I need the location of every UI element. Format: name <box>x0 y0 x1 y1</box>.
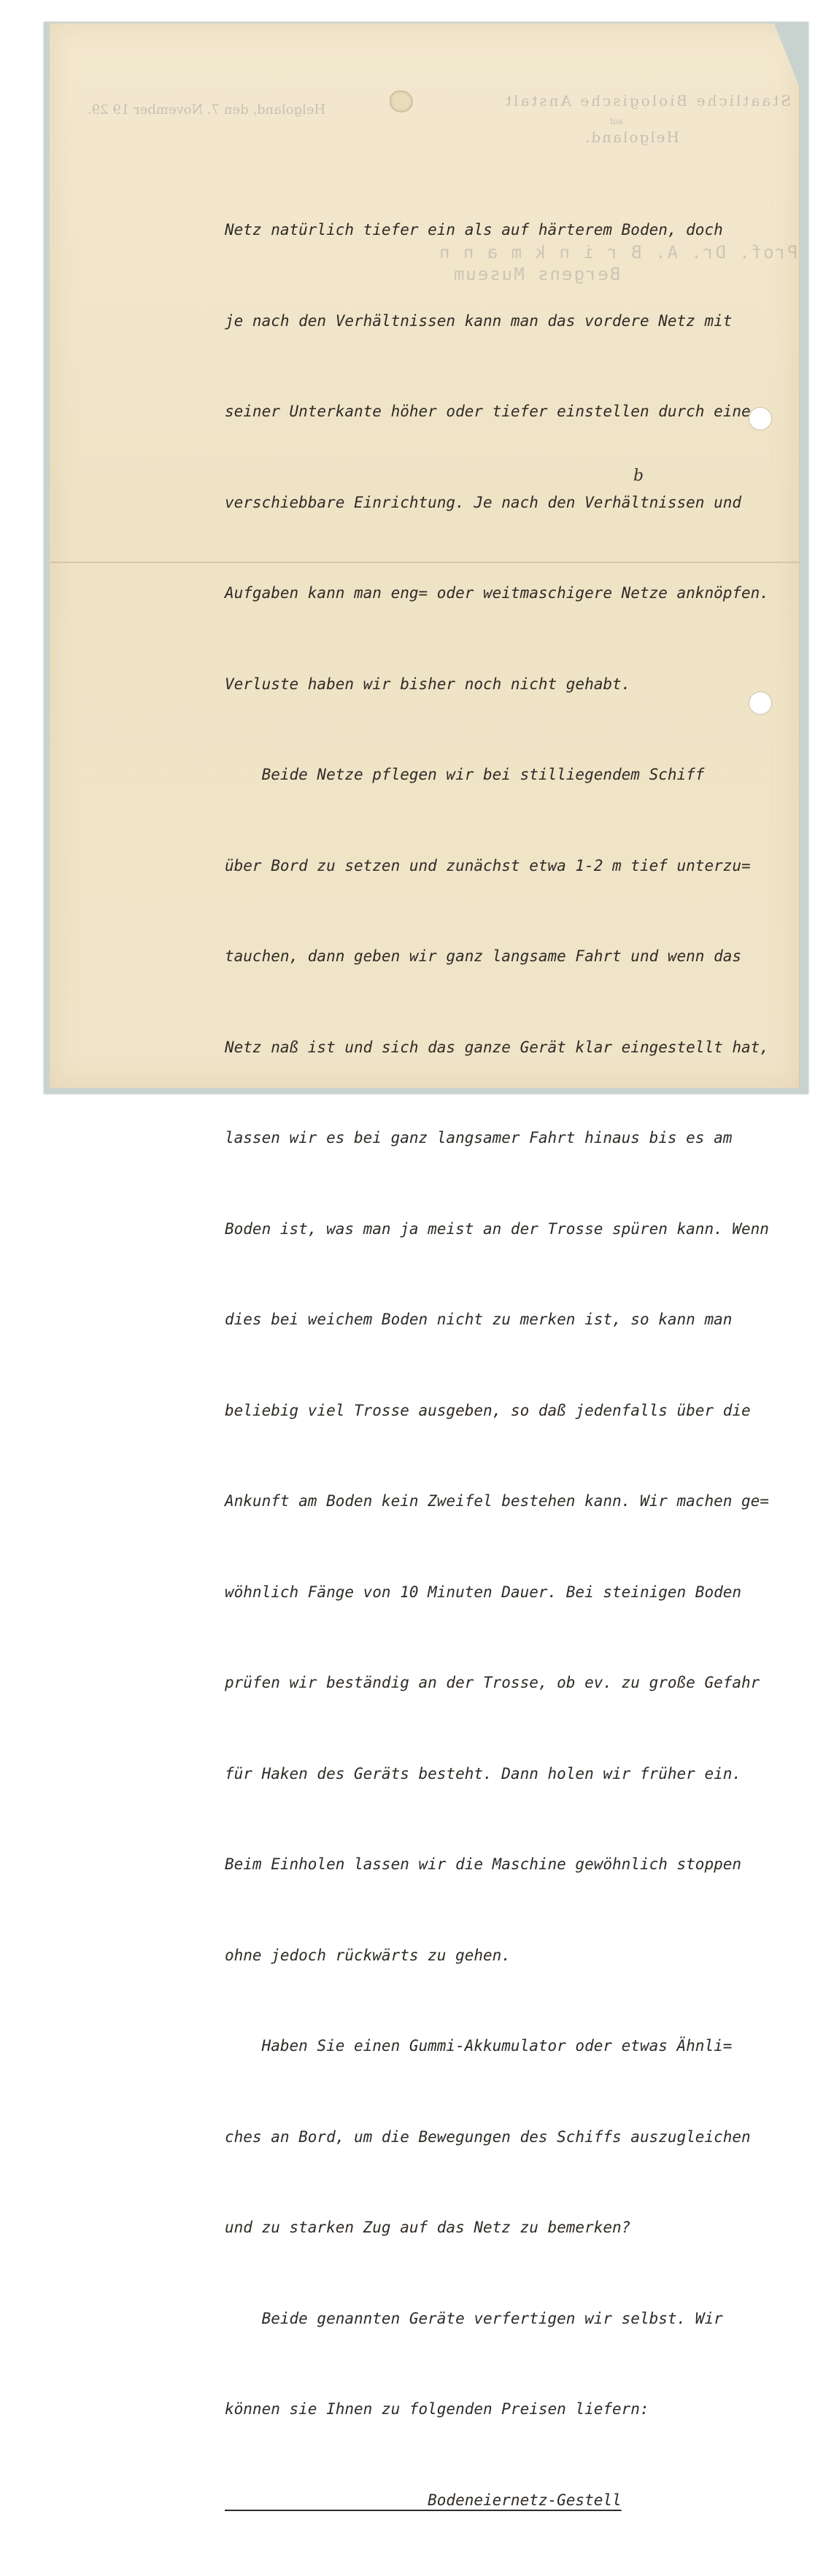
letter-line: prüfen wir beständig an der Trosse, ob ev. zu große Gefahr <box>225 1674 760 1691</box>
letter-line: ohne jedoch rückwärts zu gehen. <box>225 1946 511 1964</box>
letter-line: Aufgaben kann man eng= oder weitmaschigere Netze anknöpfen. <box>225 584 769 602</box>
letter-line: Verluste haben wir bisher noch nicht gehabt. <box>225 675 631 693</box>
bleed-date-line: Helgoland, den 7. November 19 29. <box>88 102 326 117</box>
letter-line: tauchen, dann geben wir ganz langsame Fahrt und wenn das <box>225 947 742 965</box>
letter-line: Netz naß ist und sich das ganze Gerät klar eingestellt hat, <box>225 1038 769 1056</box>
letter-line: beliebig viel Trosse ausgeben, so daß jedenfalls über die <box>225 1401 751 1419</box>
price-heading: Bodeneiernetz-Gestell <box>225 2491 622 2509</box>
letter-line: Beide Netze pflegen wir bei stilliegendem Schiff <box>225 766 705 783</box>
bleed-museum: Bergens Museum <box>452 264 621 284</box>
letter-line: ches an Bord, um die Bewegungen des Schiffs auszugleichen <box>225 2127 751 2146</box>
letter-line: über Bord zu setzen und zunächst etwa 1-2 m tief unterzu= <box>225 856 751 874</box>
letter-line: Haben Sie einen Gummi-Akkumulator oder etwas Ähnli= <box>225 2037 733 2055</box>
letter-line: können sie Ihnen zu folgenden Preisen liefern: <box>225 2400 649 2418</box>
bleed-auf: auf <box>610 117 623 126</box>
letter-line: lassen wir es bei ganz langsamer Fahrt hinaus bis es am <box>225 1129 733 1147</box>
paper-damage <box>390 90 413 112</box>
bleed-recipient: Prof. Dr. A. B r i n k m a n n <box>438 242 798 263</box>
letter-line: und zu starken Zug auf das Netz zu bemerken? <box>225 2219 631 2236</box>
letter-line: dies bei weichem Boden nicht zu merken ist, so kann man <box>225 1311 733 1328</box>
letter-line: wöhnlich Fänge von 10 Minuten Dauer. Bei steinigen Boden <box>225 1583 742 1601</box>
handwritten-correction: b <box>633 467 644 485</box>
letter-line: seiner Unterkante höher oder tiefer einstellen durch eine <box>225 403 751 420</box>
letter-line: je nach den Verhältnissen kann man das vordere Netz mit <box>225 311 733 330</box>
letter-line: verschiebbare Einrichtung. Je nach den Verhältnissen und <box>225 493 742 511</box>
bleed-institution: Staatliche Biologische Anstalt <box>503 92 791 109</box>
letter-line: Ankunft am Boden kein Zweifel bestehen kann. Wir machen ge= <box>225 1492 769 1510</box>
letter-line: Beide genannten Geräte verfertigen wir selbst. Wir <box>225 2309 723 2327</box>
letter-line: Beim Einholen lassen wir die Maschine gewöhnlich stoppen <box>225 1855 742 1873</box>
letter-line: für Haken des Geräts besteht. Dann holen wir früher ein. <box>225 1764 742 1782</box>
letter-line: Boden ist, was man ja meist an der Trosse spüren kann. Wenn <box>225 1219 769 1238</box>
bleed-place: Helgoland. <box>584 128 679 146</box>
letter-line: Netz natürlich tiefer ein als auf härterem Boden, doch <box>225 221 723 238</box>
letter-body <box>225 155 779 2576</box>
